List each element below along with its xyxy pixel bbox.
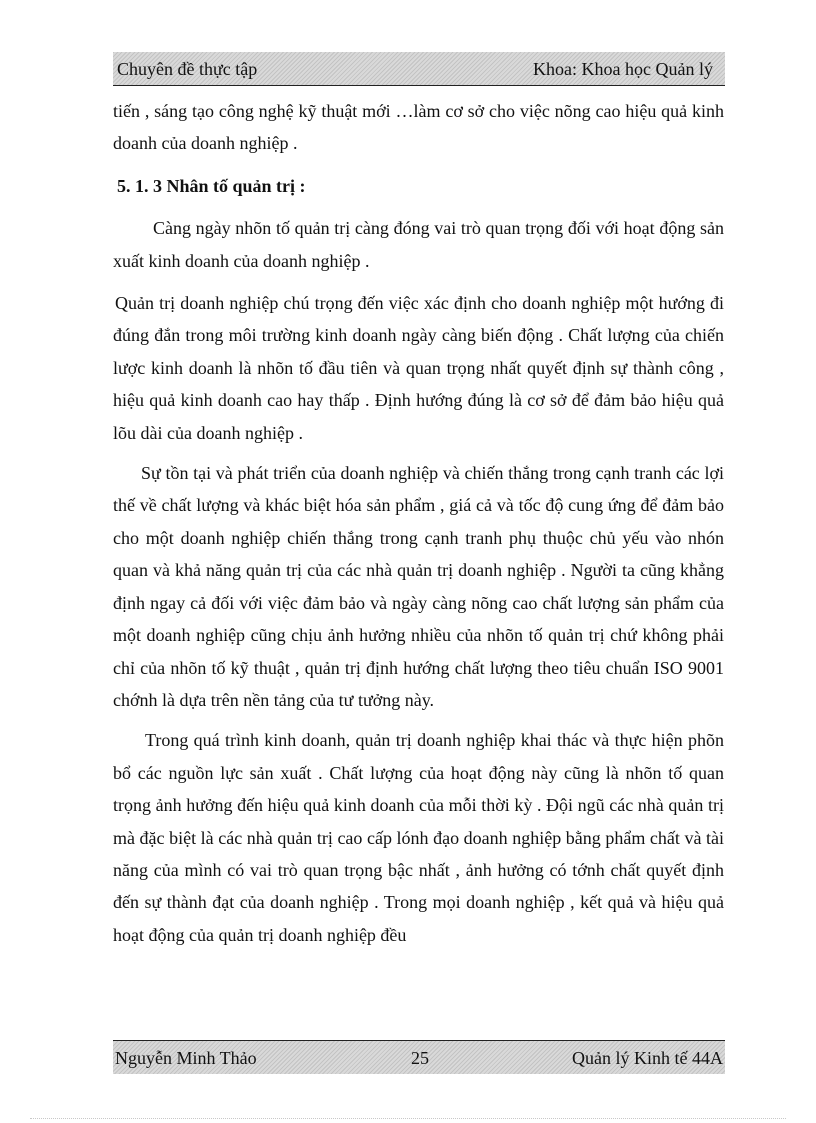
paragraph-3: Sự tồn tại và phát triển của doanh nghiệp và chiến thắng trong cạnh tranh các lợi thế về chất lượng và khác biệt hóa sản phẩm , giá cả và tốc độ cung ứng để đảm bảo cho một doanh nghiệp chiến thắng trong cạnh tranh phụ thuộc chủ yếu vào nhón quan và khả năng quản trị của các nhà quản trị doanh nghiệp . Người ta cũng khẳng định ngay cả đối với việc đảm bảo và ngày càng nõng cao chất lượng sản phẩm của một doanh nghiệp cũng chịu ảnh hưởng nhiều của nhõn tố quản trị chứ không phải chỉ của nhõn tố kỹ thuật , quản trị định hướng chất lượng theo tiêu chuẩn ISO 9001 chớnh là dựa trên nền tảng của tư tưởng này. <box>113 463 724 710</box>
page-edge-divider <box>30 1118 786 1119</box>
paragraph-4: Trong quá trình kinh doanh, quản trị doanh nghiệp khai thác và thực hiện phõn bổ các nguồn lực sản xuất . Chất lượng của hoạt động này cũng là nhõn tố quan trọng ảnh hưởng đến hiệu quả kinh doanh của mỗi thời kỳ . Đội ngũ các nhà quản trị mà đặc biệt là các nhà quản trị cao cấp lónh đạo doanh nghiệp bằng phẩm chất và tài năng của mình có vai trò quan trọng bậc nhất , ảnh hưởng có tớnh chất quyết định đến sự thành đạt của doanh nghiệp . Trong mọi doanh nghiệp , kết quả và hiệu quả hoạt động của quản trị doanh nghiệp đều <box>113 730 724 945</box>
page-body <box>113 95 724 951</box>
paragraph-2: Quản trị doanh nghiệp chú trọng đến việc xác định cho doanh nghiệp một hướng đi đúng đắn trong môi trường kinh doanh ngày càng biến động . Chất lượng của chiến lược kinh doanh là nhõn tố đầu tiên và quan trọng nhất quyết định sự thành công , hiệu quả kinh doanh cao hay thấp . Định hướng đúng là cơ sở để đảm bảo hiệu quả lõu dài của doanh nghiệp . <box>113 293 724 443</box>
page-number: 25 <box>411 1048 429 1068</box>
paragraph-continuation: tiến , sáng tạo công nghệ kỹ thuật mới …làm cơ sở cho việc nõng cao hiệu quả kinh doanh của doanh nghiệp . <box>113 101 724 154</box>
paragraph-1: Càng ngày nhõn tố quản trị càng đóng vai trò quan trọng đối với hoạt động sản xuất kinh doanh của doanh nghiệp . <box>113 218 724 271</box>
footer-author: Nguyễn Minh Thảo <box>115 1048 257 1068</box>
footer-class: Quản lý Kinh tế 44A <box>572 1048 723 1068</box>
header-faculty: Khoa: Khoa học Quản lý <box>533 59 713 79</box>
page-footer <box>113 1040 725 1074</box>
page-header <box>113 52 725 86</box>
section-heading: 5. 1. 3 Nhân tố quản trị : <box>117 175 306 196</box>
header-title: Chuyên đề thực tập <box>117 59 258 79</box>
